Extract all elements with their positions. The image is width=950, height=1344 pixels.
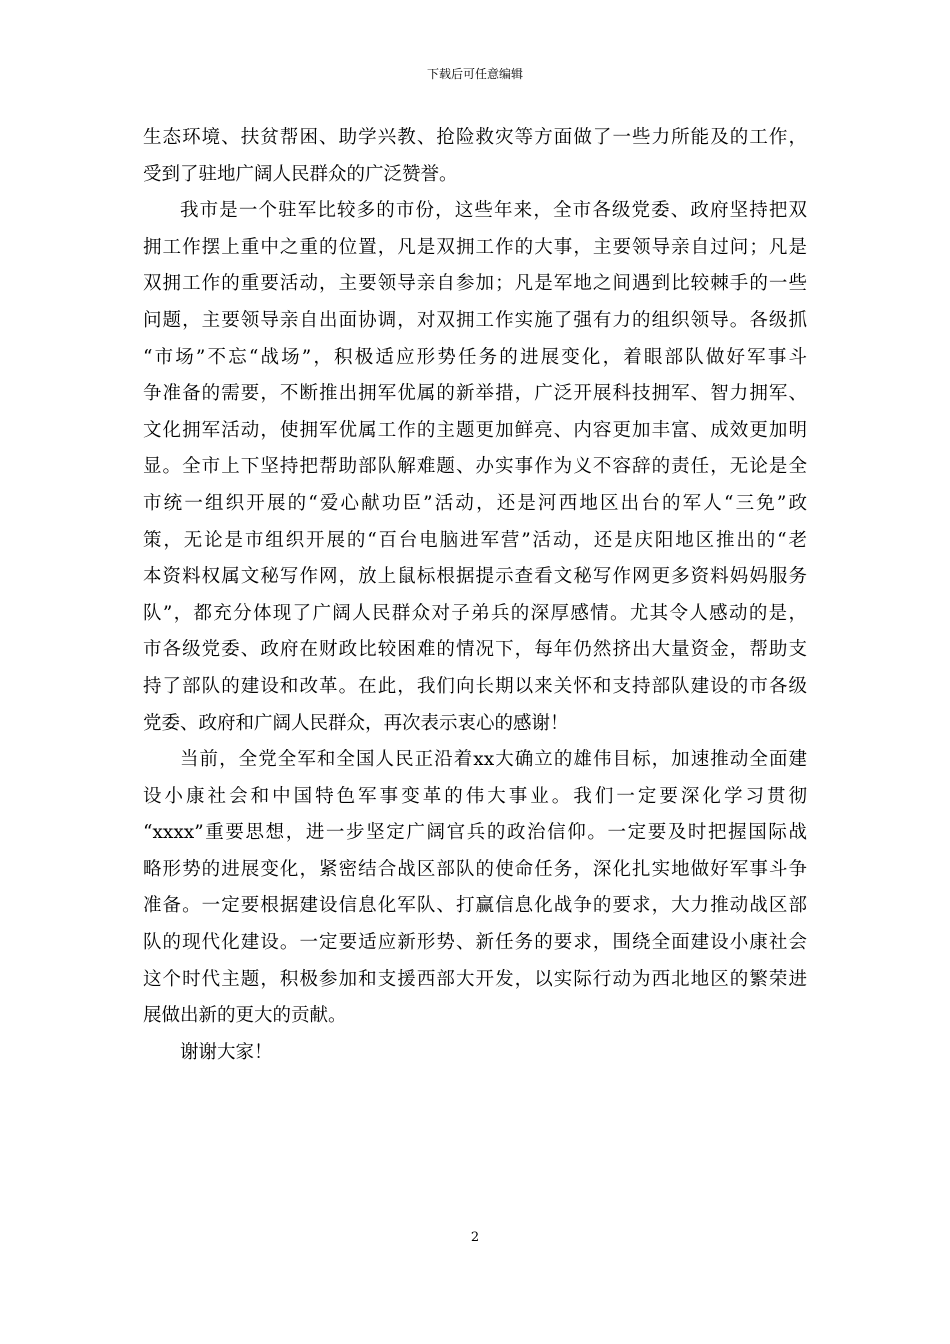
paragraph-line: 显。全市上下坚持把帮助部队解难题、办实事作为义不容辞的责任，无论是全 bbox=[143, 456, 807, 478]
paragraph-line: 市各级党委、政府在财政比较困难的情况下，每年仍然挤出大量资金，帮助支 bbox=[143, 639, 807, 661]
paragraph-line: 文化拥军活动，使拥军优属工作的主题更加鲜亮、内容更加丰富、成效更加明 bbox=[143, 419, 807, 441]
paragraph-line: 展做出新的更大的贡献。 bbox=[143, 1005, 347, 1027]
paragraph-line: 生态环境、扶贫帮困、助学兴教、抢险救灾等方面做了一些力所能及的工作， bbox=[143, 127, 807, 148]
paragraph-line: 策，无论是市组织开展的“百台电脑进军营”活动，还是庆阳地区推出的“老 bbox=[143, 529, 807, 551]
paragraph-line: 设小康社会和中国特色军事变革的伟大事业。我们一定要深化学习贯彻 bbox=[143, 785, 807, 807]
paragraph-line: 市统一组织开展的“爱心献功臣”活动，还是河西地区出台的军人“三免”政 bbox=[143, 492, 807, 514]
paragraph-line: 争准备的需要，不断推出拥军优属的新举措，广泛开展科技拥军、智力拥军、 bbox=[143, 383, 807, 405]
paragraph-line: 本资料权属文秘写作网，放上鼠标根据提示查看文秘写作网更多资料妈妈服务 bbox=[143, 566, 807, 588]
paragraph bbox=[143, 742, 807, 1035]
paragraph-line: “市场”不忘“战场”，积极适应形势任务的进展变化，着眼部队做好军事斗 bbox=[143, 346, 807, 368]
paragraph-line: 谢谢大家！ bbox=[180, 1041, 273, 1063]
paragraph-line: 拥工作摆上重中之重的位置，凡是双拥工作的大事，主要领导亲自过问；凡是 bbox=[143, 236, 807, 258]
paragraph-line: 我市是一个驻军比较多的市份，这些年来，全市各级党委、政府坚持把双 bbox=[180, 200, 807, 222]
paragraph-line: 这个时代主题，积极参加和支援西部大开发，以实际行动为西北地区的繁荣进 bbox=[143, 968, 807, 990]
page-header-note: 下载后可任意编辑 bbox=[426, 67, 523, 81]
paragraph-line: 持了部队的建设和改革。在此，我们向长期以来关怀和支持部队建设的市各级 bbox=[143, 675, 807, 697]
paragraph-line: 队的现代化建设。一定要适应新形势、新任务的要求，围绕全面建设小康社会 bbox=[143, 932, 807, 954]
paragraph bbox=[143, 193, 807, 742]
paragraph bbox=[143, 120, 807, 193]
paragraph-line: 问题，主要领导亲自出面协调，对双拥工作实施了强有力的组织领导。各级抓 bbox=[143, 309, 807, 331]
paragraph-line: 略形势的进展变化，紧密结合战区部队的使命任务，深化扎实地做好军事斗争 bbox=[143, 858, 807, 880]
paragraph-line: 队”，都充分体现了广阔人民群众对子弟兵的深厚感情。尤其令人感动的是， bbox=[143, 602, 807, 624]
paragraph-line: 当前，全党全军和全国人民正沿着xx大确立的雄伟目标，加速推动全面建 bbox=[180, 749, 807, 771]
paragraph-line: 党委、政府和广阔人民群众，再次表示衷心的感谢！ bbox=[143, 712, 569, 734]
paragraph-line: 受到了驻地广阔人民群众的广泛赞誉。 bbox=[143, 163, 458, 185]
paragraph-line: 准备。一定要根据建设信息化军队、打赢信息化战争的要求，大力推动战区部 bbox=[143, 895, 807, 917]
document-body bbox=[143, 120, 807, 1071]
paragraph-line: “xxxx”重要思想，进一步坚定广阔官兵的政治信仰。一定要及时把握国际战 bbox=[143, 822, 807, 844]
paragraph bbox=[143, 1035, 807, 1072]
paragraph-line: 双拥工作的重要活动，主要领导亲自参加；凡是军地之间遇到比较棘手的一些 bbox=[143, 273, 807, 295]
page-number: 2 bbox=[470, 1230, 480, 1245]
